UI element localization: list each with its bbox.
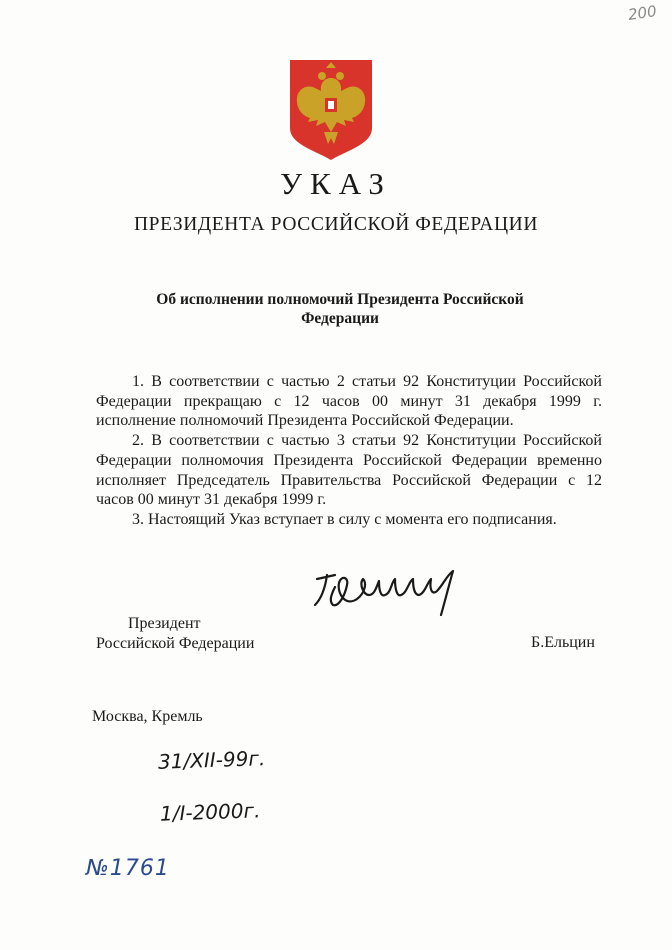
paragraph-2: 2. В соответствии с частью 3 статьи 92 Конституции Российской Федерации полномочия Президента Российской Федерации временно исполняет Председатель Правительства Российской Федерации с 12 часов 00 минут 31 декабря 1999 г. — [96, 432, 602, 509]
signatory-position-line-1: Президент — [128, 615, 201, 632]
decree-body — [96, 372, 602, 530]
registration-number: №1761 — [86, 856, 170, 881]
place-of-signing: Москва, Кремль — [92, 708, 203, 725]
subject-line-2: Федерации — [301, 310, 379, 327]
paragraph-1: 1. В соответствии с частью 2 статьи 92 Конституции Российской Федерации прекращаю с 12 часов 00 минут 31 декабря 1999 г. исполнение полномочий Президента Российской Федерации. — [96, 373, 602, 430]
document-subtitle: ПРЕЗИДЕНТА РОССИЙСКОЙ ФЕДЕРАЦИИ — [133, 214, 539, 235]
signatory-position-line-2: Российской Федерации — [96, 635, 255, 652]
paragraph-3: 3. Настоящий Указ вступает в силу с момента его подписания. — [132, 510, 557, 528]
signatory-position — [96, 614, 254, 654]
subject-line-1: Об исполнении полномочий Президента Российской — [156, 291, 524, 308]
document-title: УКАЗ — [280, 166, 392, 201]
coat-of-arms-icon — [288, 58, 374, 162]
handwritten-date-2: 1/I-2000г. — [159, 798, 261, 826]
decree-subject — [120, 290, 560, 328]
signatory-name: Б.Ельцин — [531, 634, 595, 651]
corner-page-note: 200 — [626, 2, 658, 24]
handwritten-date-1: 31/XII-99г. — [157, 746, 266, 774]
handwritten-signature — [305, 565, 470, 620]
